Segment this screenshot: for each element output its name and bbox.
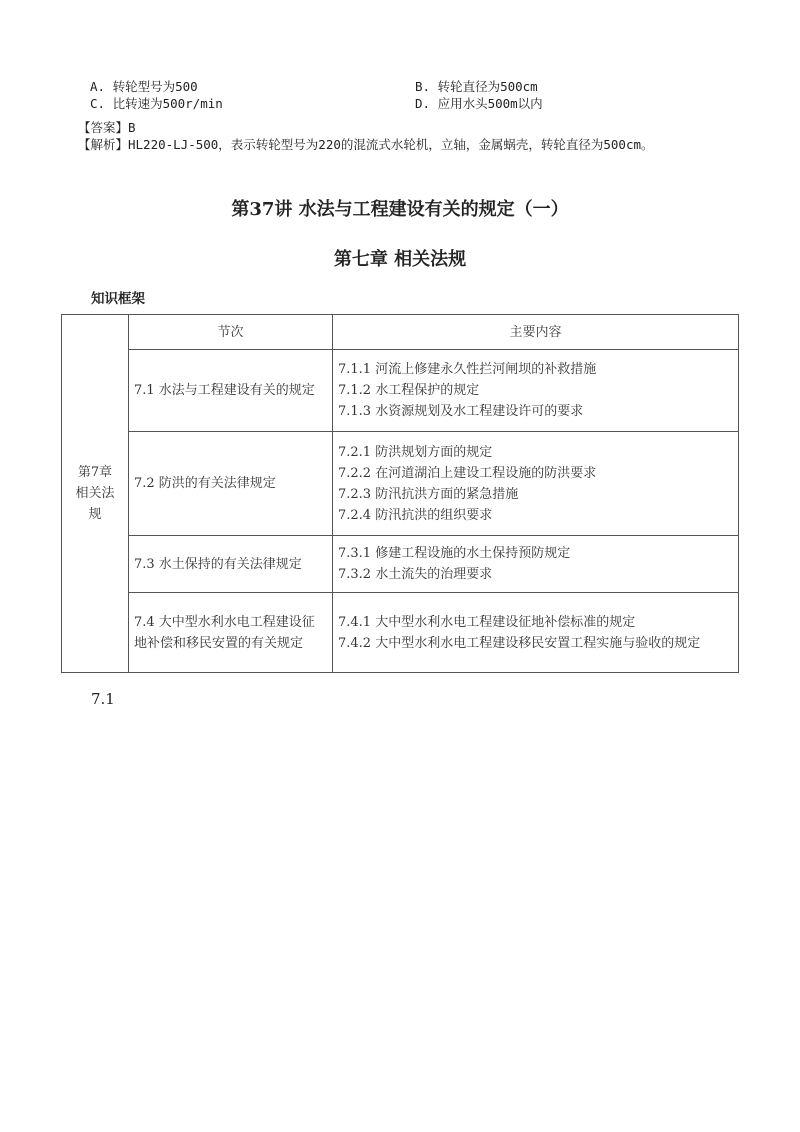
options-row-1: [90, 78, 730, 95]
content-cell: [333, 350, 739, 432]
option-c: C. 比转速为500r/min: [90, 96, 223, 111]
chapter-title: 第七章 相关法规: [333, 249, 467, 270]
table-header-row: [62, 315, 739, 350]
framework-label: 知识框架: [91, 291, 145, 307]
table-row: [62, 432, 739, 536]
section-cell: 7.1 水法与工程建设有关的规定: [129, 350, 333, 432]
content-item: 7.4.1 大中型水利水电工程建设征地补偿标准的规定: [338, 614, 636, 630]
section-cell: 7.4 大中型水利水电工程建设征地补偿和移民安置的有关规定: [129, 593, 333, 673]
option-a: A. 转轮型号为500: [90, 79, 198, 94]
chapter-cell-line: 规: [88, 507, 102, 522]
answer-line: 【答案】B: [78, 120, 136, 135]
content-item: 7.2.1 防洪规划方面的规定: [338, 444, 493, 460]
header-content: 主要内容: [333, 315, 739, 350]
section-cell: 7.2 防洪的有关法律规定: [129, 432, 333, 536]
chapter-cell-line: 相关法: [75, 486, 115, 501]
explanation-paragraph: 【解析】HL220-LJ-500，表示转轮型号为220的混流式水轮机，立轴，金属蜗壳，转轮直径为500cm。: [78, 137, 654, 152]
table-row: [62, 536, 739, 593]
content-item: 7.1.2 水工程保护的规定: [338, 383, 480, 398]
knowledge-framework-table: [61, 314, 739, 673]
content-item: 7.2.3 防汛抗洪方面的紧急措施: [338, 486, 519, 502]
chapter-cell-line: 第7章: [77, 465, 113, 480]
header-section: 节次: [129, 315, 333, 350]
next-section-heading: 7.1: [91, 690, 115, 708]
content-item: 7.3.2 水土流失的治理要求: [338, 567, 493, 582]
content-item: 7.3.1 修建工程设施的水土保持预防规定: [338, 546, 571, 561]
content-item: 7.1.3 水资源规划及水工程建设许可的要求: [338, 404, 584, 419]
options-row-2: [90, 95, 730, 112]
content-item: 7.2.2 在河道湖泊上建设工程设施的防洪要求: [338, 465, 597, 481]
content-cell: [333, 432, 739, 536]
content-item: 7.2.4 防汛抗洪的组织要求: [338, 507, 493, 523]
content-item: 7.4.2 大中型水利水电工程建设移民安置工程实施与验收的规定: [338, 635, 701, 651]
option-b: B. 转轮直径为500cm: [415, 79, 538, 94]
section-cell: 7.3 水土保持的有关法律规定: [129, 536, 333, 593]
lecture-title: 第37讲 水法与工程建设有关的规定（一）: [231, 199, 569, 220]
content-cell: [333, 536, 739, 593]
table-row: [62, 350, 739, 432]
table-row: [62, 593, 739, 673]
content-cell: [333, 593, 739, 673]
content-item: 7.1.1 河流上修建永久性拦河闸坝的补救措施: [338, 362, 597, 377]
option-d: D. 应用水头500m以内: [415, 96, 543, 111]
chapter-cell: [62, 315, 129, 673]
